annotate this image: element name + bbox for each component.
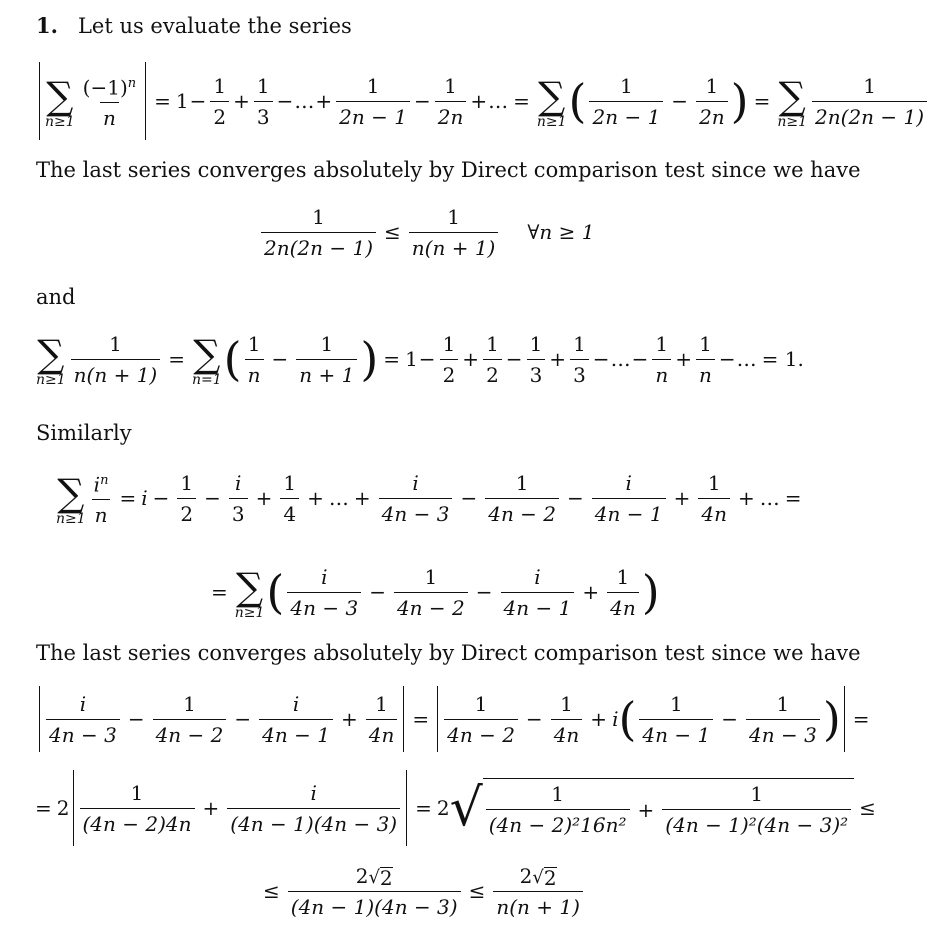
equation-2-inequality: $\frac{1}{2n(2n - 1)}$ ≤ $\frac{1}{n(n + 1)}$ ∀n ≥ 1 [258,200,595,264]
convergence-sentence-2: The last series converges absolutely by Direct comparison test since we have [36,641,861,665]
for-all-condition: ∀n ≥ 1 [527,220,595,244]
problem-intro-text: Let us evaluate the series [77,14,352,38]
equation-1: ∑ n≥1 $\frac{(-1)^n}{n}$ = 1 − $\frac{1}{2}$ + $\frac{1}{3}$ − … + $\frac{1}{2n - 1}$ − $\frac{1}{2n}$ + … = ∑ n≥1 ( $\frac{1}{2n - 1}$ − $\frac{1}{2n}$ ) = ∑ n≥1 $\frac{1}{2n(2n - 1)}$ [36,62,930,140]
equation-6-modulus: $\frac{i}{4n - 3}$ − $\frac{1}{4n - 2}$ − $\frac{i}{4n - 1}$ + $\frac{1}{4n}$ = $\frac{1}{4n - 2}$ − $\frac{1}{4n}$ + i ( $\frac{1}{4n - 1}$ − $\frac{1}{4n - 3}$ ) = [36,686,875,752]
abs-bar-right [145,62,146,140]
equation-8-final-bound: ≤ 2 √ 2 (4n − 1)(4n − 3) ≤ 2 √ 2 n(n + 1) [258,858,586,924]
equation-7-sqrt-bound: = 2 $\frac{1}{(4n - 2)4n}$ + $\frac{i}{(4n - 1)(4n - 3)}$ = 2 √ $\frac{1}{\text{(4n − 2)²16n²}}$ + $\frac{1}{\text{(4n − 1)²(4n − 3)²}}$ ≤ [30,770,881,846]
convergence-sentence-1: The last series converges absolutely by Direct comparison test since we have [36,158,861,182]
sum-symbol: ∑ n≥1 [45,74,75,130]
equation-4-complex-series: ∑ n≥1 $\frac{i^n}{n}$ = i − $\frac{1}{2}$ − $\frac{i}{3}$ + $\frac{1}{4}$ + … + $\frac{i}{4n - 3}$ − $\frac{1}{4n - 2}$ − $\frac{i}{4n - 1}$ + $\frac{1}{4n}$ + … = [56,470,802,528]
fraction: $\frac{(-1)^n}{n}$ [82,75,137,131]
square-root: √ $\frac{1}{\text{(4n − 2)²16n²}}$ + $\frac{1}{\text{(4n − 1)²(4n − 3)²}}$ [450,778,855,838]
equation-3-telescoping: ∑ n≥1 $\frac{1}{n(n + 1)}$ = ∑ n=1 ( $\frac{1}{n}$ − $\frac{1}{n + 1}$ ) = 1 − $\frac{1}{2}$ + $\frac{1}{2}$ − $\frac{1}{3}$ + $\frac{1}{3}$ − … − $\frac{1}{n}$ + $\frac{1}{n}$ − … = 1. [36,331,804,388]
similarly-word: Similarly [36,421,132,445]
problem-number: 1. [36,13,58,38]
equation-5-regrouped-sum: = ∑ n≥1 ( $\frac{i}{4n - 3}$ − $\frac{1}{4n - 2}$ − $\frac{i}{4n - 1}$ + $\frac{1}{4n}$ ) [211,564,660,621]
and-word: and [36,285,76,309]
problem-intro [36,13,352,39]
abs-bar-left [39,62,40,140]
